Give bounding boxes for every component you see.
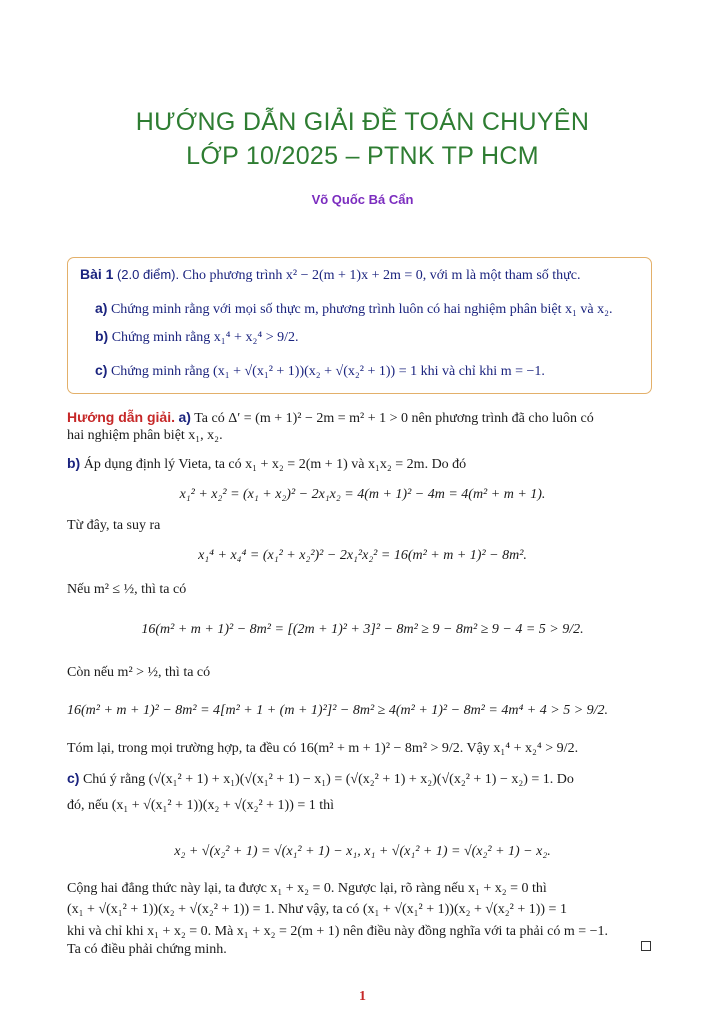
problem-item-b [95,328,299,346]
problem-label: Bài 1 [80,266,114,282]
problem-points: (2.0 điểm). [116,267,180,282]
solution-part-c-line1 [67,770,574,788]
part-b-text: Áp dụng định lý Vieta, ta có x₁ + x₂ = 2(m + 1) và x₁x₂ = 2m. Do đó [83,457,467,472]
text-5-line4: Ta có điều phải chứng minh. [67,942,227,957]
part-a-label: a) [178,409,191,425]
solution-part-a-line1 [67,409,594,427]
problem-statement: Cho phương trình x² − 2(m + 1)x + 2m = 0, với m là một tham số thực. [182,268,581,283]
text-2: Nếu m² ≤ ½, thì ta có [67,582,187,597]
item-label: a) [95,300,108,316]
equation-2: x₁⁴ + x₄⁴ = (x₁² + x₂²)² − 2x₁²x₂² = 16(m² + m + 1)² − 8m². [198,548,527,563]
item-text: Chứng minh rằng với mọi số thực m, phương trình luôn có hai nghiệm phân biệt x₁ và x₂. [110,302,613,317]
text-5-line1: Cộng hai đẳng thức này lại, ta được x₁ + x₂ = 0. Ngược lại, rõ ràng nếu x₁ + x₂ = 0 thì [67,881,547,896]
problem-item-a [95,300,612,318]
equation-3: 16(m² + m + 1)² − 8m² = [(2m + 1)² + 3]² − 8m² ≥ 9 − 8m² ≥ 9 − 4 = 5 > 9/2. [141,622,584,637]
text-5-line2: (x₁ + √(x₁² + 1))(x₂ + √(x₂² + 1)) = 1. Như vậy, ta có (x₁ + √(x₁² + 1))(x₂ + √(x₂² + 1)) = 1 [67,902,567,917]
text-3: Còn nếu m² > ½, thì ta có [67,665,211,680]
part-c-label: c) [67,770,80,786]
problem-statement-line [80,266,580,284]
qed-box-icon [641,941,651,951]
item-label: b) [95,328,109,344]
text-1: Từ đây, ta suy ra [67,518,161,533]
equation-5: x₂ + √(x₂² + 1) = √(x₁² + 1) − x₁, x₁ + √(x₁² + 1) = √(x₂² + 1) − x₂. [174,844,551,859]
document-title-line1: HƯỚNG DẪN GIẢI ĐỀ TOÁN CHUYÊN [135,108,590,136]
item-label: c) [95,362,108,378]
part-a-text: Ta có Δ′ = (m + 1)² − 2m = m² + 1 > 0 nên phương trình đã cho luôn có [194,411,594,426]
part-b-label: b) [67,455,81,471]
solution-heading: Hướng dẫn giải. [67,409,175,425]
part-c-text: Chú ý rằng (√(x₁² + 1) + x₁)(√(x₁² + 1) − x₁) = (√(x₂² + 1) + x₂)(√(x₂² + 1) − x₂) = 1. Do [82,772,574,787]
solution-part-c-line2: đó, nếu (x₁ + √(x₁² + 1))(x₂ + √(x₂² + 1)) = 1 thì [67,798,335,813]
equation-1: x₁² + x₂² = (x₁ + x₂)² − 2x₁x₂ = 4(m + 1)² − 4m = 4(m² + m + 1). [179,487,546,502]
author-name: Võ Quốc Bá Cẩn [311,192,414,207]
page-number: 1 [359,989,366,1004]
problem-item-c [95,362,545,380]
text-4: Tóm lại, trong mọi trường hợp, ta đều có 16(m² + m + 1)² − 8m² > 9/2. Vậy x₁⁴ + x₂⁴ > 9/2. [67,741,579,756]
solution-part-a-line2: hai nghiệm phân biệt x₁, x₂. [67,428,223,443]
text-5-line3: khi và chỉ khi x₁ + x₂ = 0. Mà x₁ + x₂ = 2(m + 1) nên điều này đồng nghĩa với ta phải có m = −1. [67,924,609,939]
equation-4: 16(m² + m + 1)² − 8m² = 4[m² + 1 + (m + 1)²]² − 8m² ≥ 4(m² + 1)² − 8m² = 4m⁴ + 4 > 5 > 9/2. [67,703,609,718]
item-text: Chứng minh rằng (x₁ + √(x₁² + 1))(x₂ + √(x₂² + 1)) = 1 khi và chỉ khi m = −1. [110,364,545,379]
item-text: Chứng minh rằng x₁⁴ + x₂⁴ > 9/2. [111,330,299,345]
solution-part-b-line1 [67,455,466,473]
document-title-line2: LỚP 10/2025 – PTNK TP HCM [186,142,539,170]
